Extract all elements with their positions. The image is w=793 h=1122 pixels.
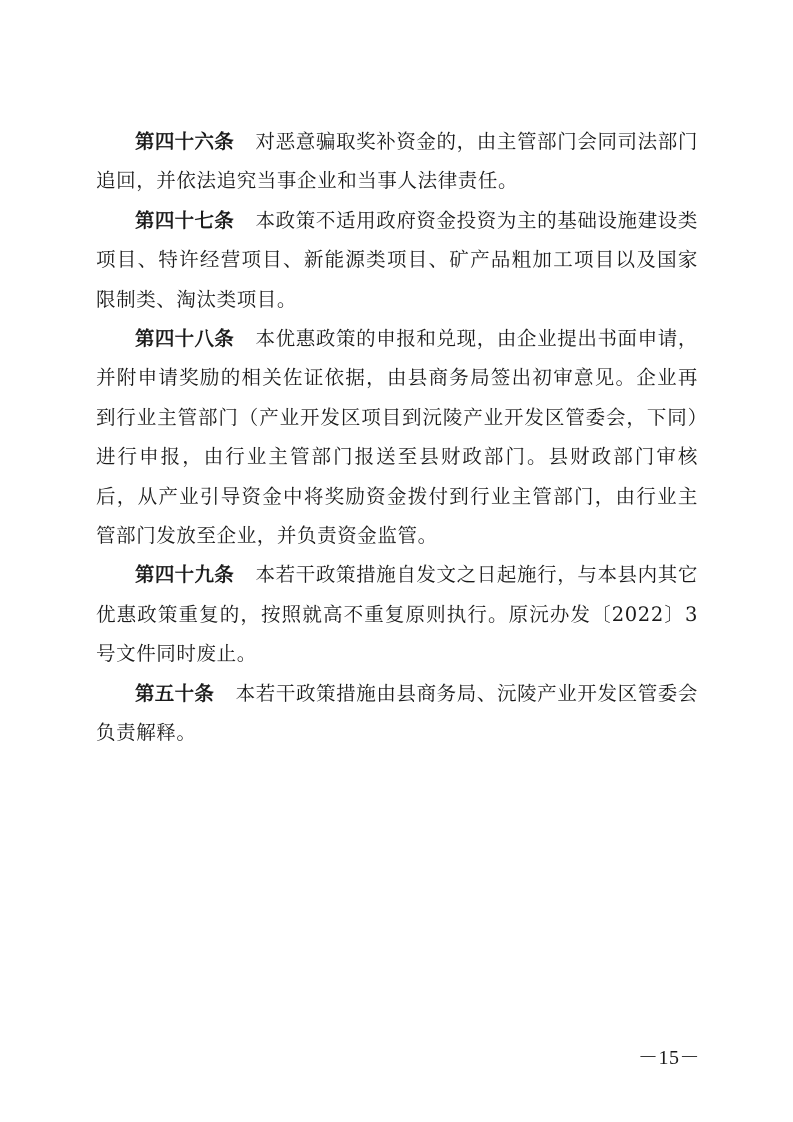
article-48	[96, 319, 698, 555]
article-text: 对恶意骗取奖补资金的，由主管部门会同司法部门追回，并依法追究当事企业和当事人法律责任。	[96, 130, 698, 193]
article-46	[96, 122, 698, 201]
article-49	[96, 555, 698, 673]
article-text: 本政策不适用政府资金投资为主的基础设施建设类项目、特许经营项目、新能源类项目、矿产品粗加工项目以及国家限制类、淘汰类项目。	[96, 208, 698, 311]
article-text: 本优惠政策的申报和兑现，由企业提出书面申请，并附申请奖励的相关佐证依据，由县商务局签出初审意见。企业再到行业主管部门（产业开发区项目到沅陵产业开发区管委会，下同）进行申报，由行业主管部门报送至县财政部门。县财政部门审核后，从产业引导资金中将奖励资金拨付到行业主管部门，由行业主管部门发放至企业，并负责资金监管。	[96, 327, 698, 548]
article-text: 本若干政策措施自发文之日起施行，与本县内其它优惠政策重复的，按照就高不重复原则执行。原沅办发〔2022〕3号文件同时废止。	[96, 563, 698, 666]
article-number: 第四十九条	[135, 563, 235, 587]
page-number: －15－	[638, 1047, 700, 1069]
article-number: 第四十六条	[135, 130, 235, 153]
article-number: 第四十七条	[135, 208, 235, 232]
article-text: 本若干政策措施由县商务局、沅陵产业开发区管委会负责解释。	[96, 681, 698, 745]
article-47	[96, 201, 698, 319]
document-body	[96, 122, 698, 753]
article-number: 第四十八条	[135, 327, 235, 351]
article-number: 第五十条	[135, 681, 215, 705]
article-50	[96, 674, 698, 753]
